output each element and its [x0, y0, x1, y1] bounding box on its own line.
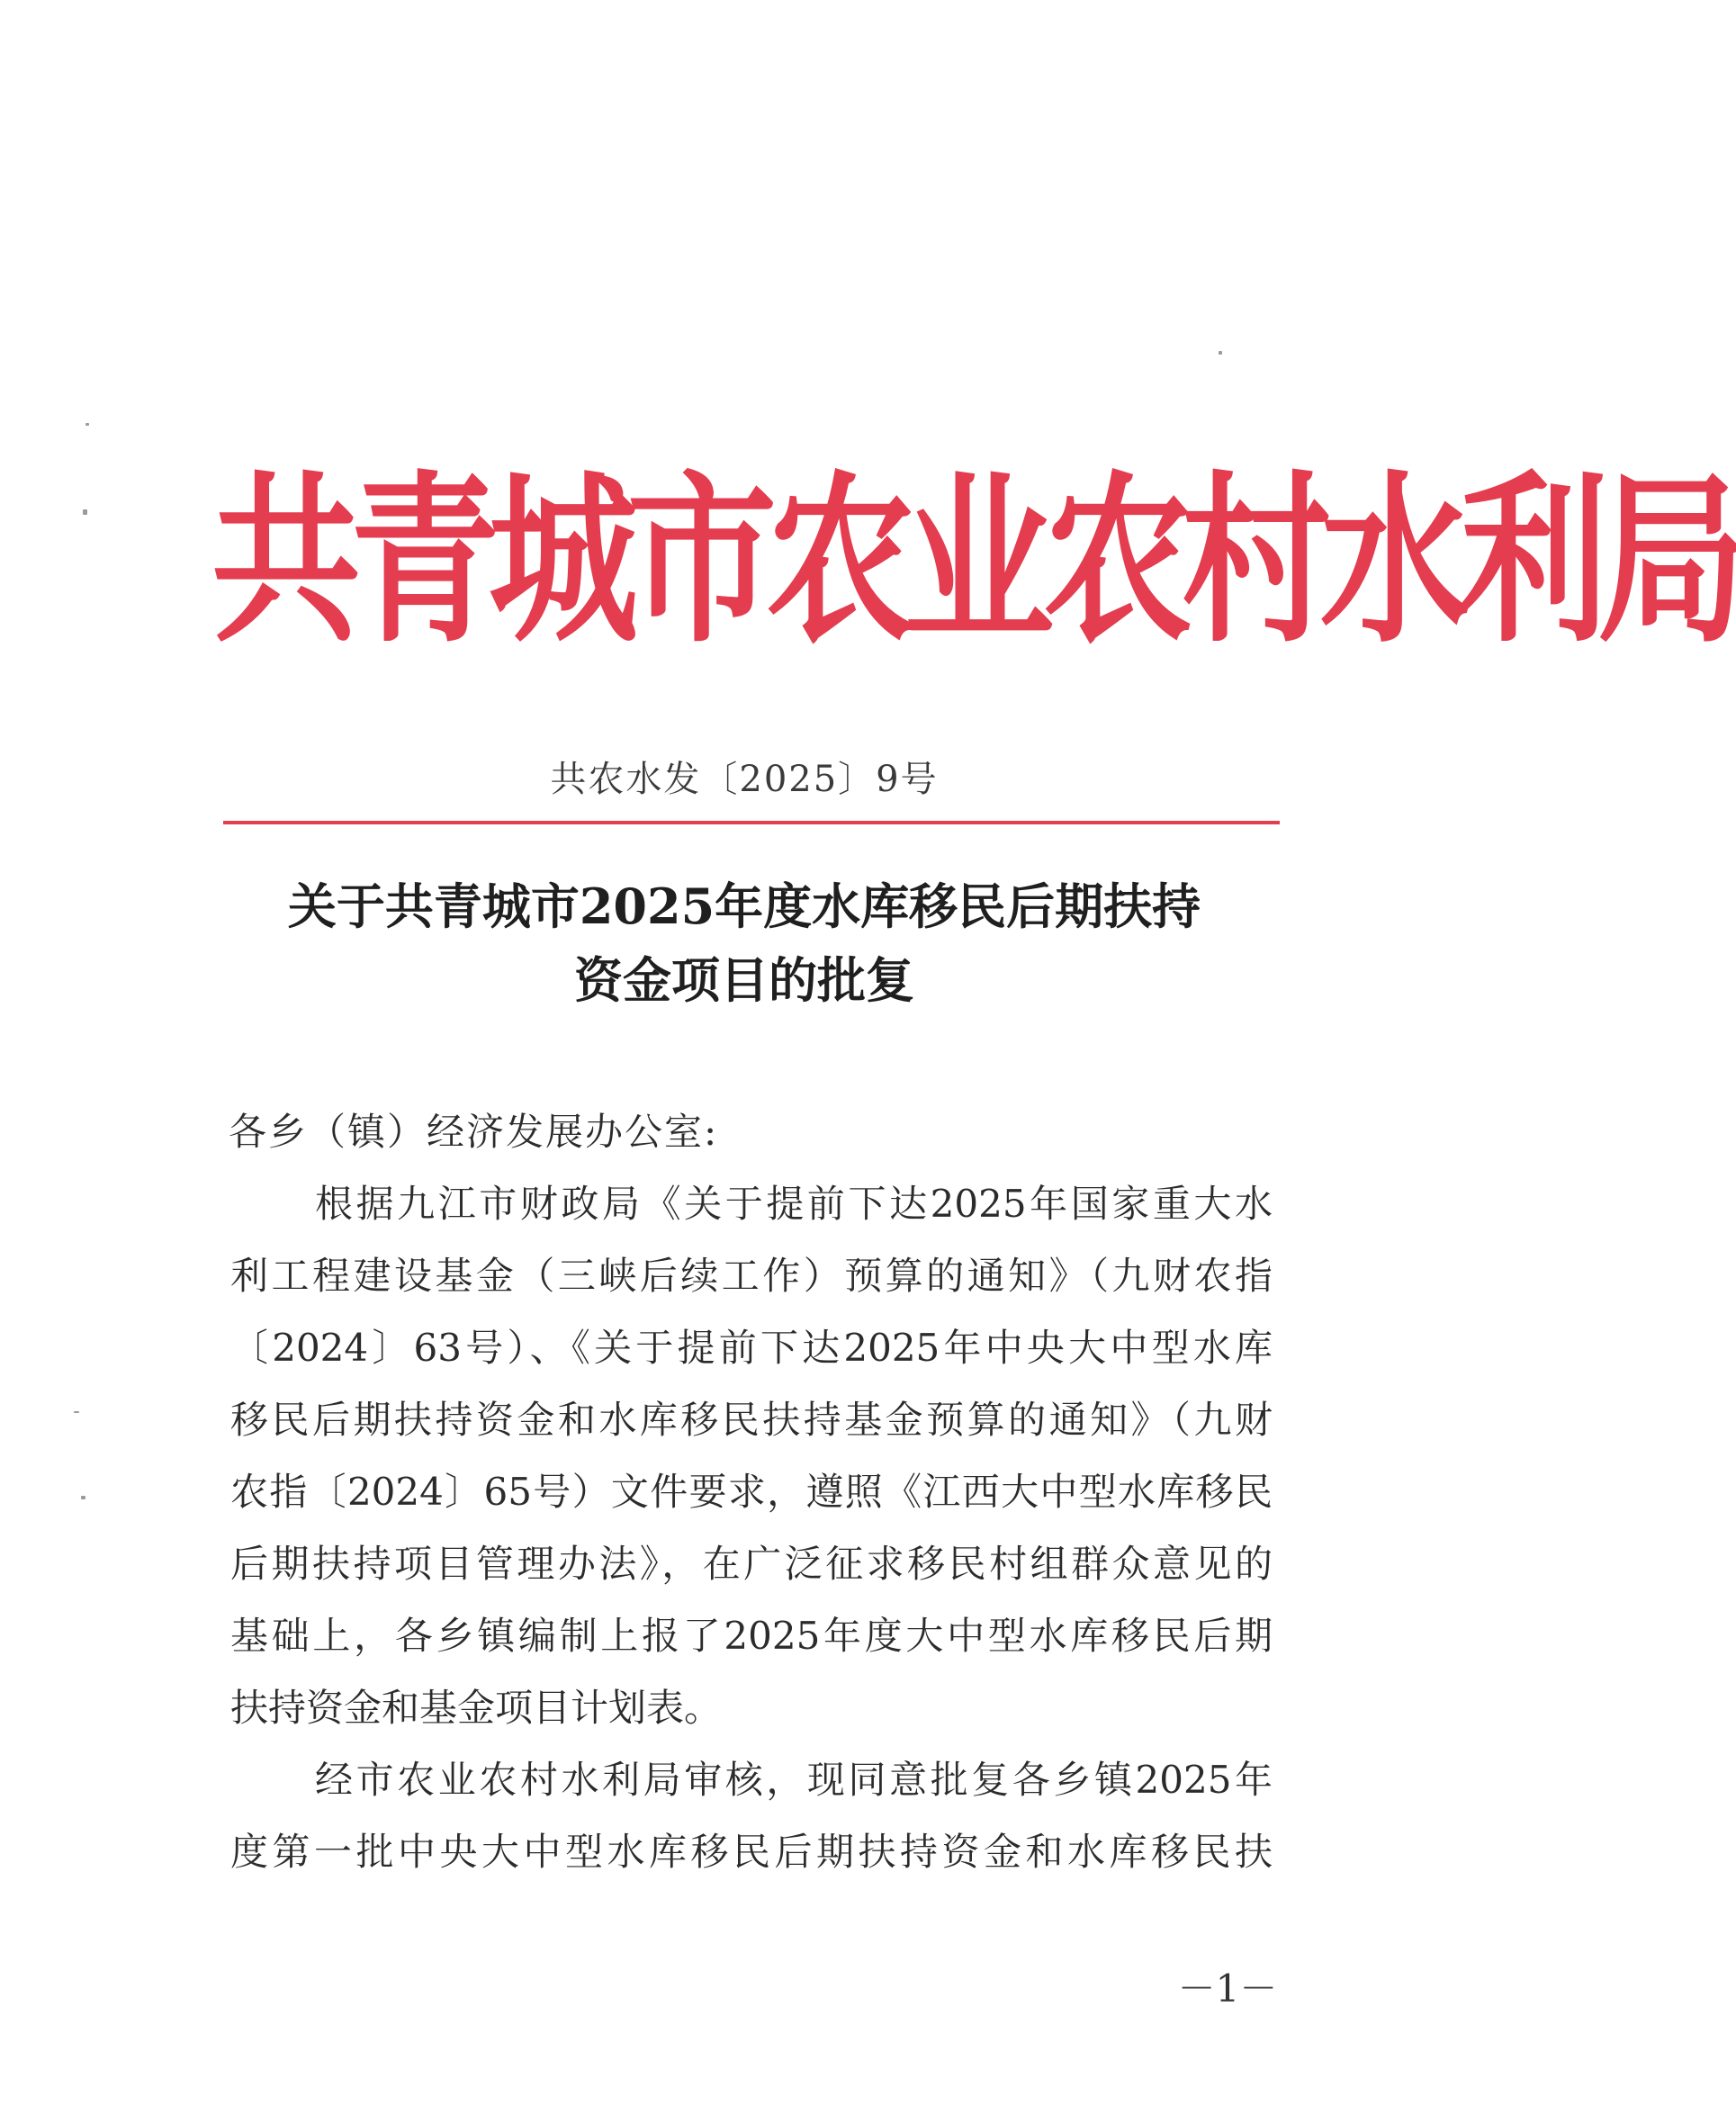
- document-number: 共农水发〔2025〕9号: [550, 759, 939, 800]
- salutation: 各乡（镇）经济发展办公室:: [229, 1110, 719, 1154]
- scan-speck: [81, 1496, 85, 1499]
- red-divider-line: [223, 821, 1280, 824]
- subject-line-2: 资金项目的批复: [574, 951, 914, 1009]
- scan-speck: [85, 423, 89, 426]
- body-line-6: 后期扶持项目管理办法》，在广泛征求移民村组群众意见的: [230, 1542, 1273, 1586]
- body-line-4: 移民后期扶持资金和水库移民扶持基金预算的通知》（九财: [230, 1398, 1273, 1442]
- body-line-2: 利工程建设基金（三峡后续工作）预算的通知》（九财农指: [230, 1254, 1273, 1298]
- page-number: －1－: [1177, 1966, 1278, 2011]
- scan-speck: [83, 509, 87, 515]
- scan-speck: [74, 1411, 79, 1413]
- body-line-7: 基础上，各乡镇编制上报了2025年度大中型水库移民后期: [230, 1614, 1273, 1658]
- body-line-1: 根据九江市财政局《关于提前下达2025年国家重大水: [315, 1182, 1273, 1226]
- body-line-10: 度第一批中央大中型水库移民后期扶持资金和水库移民扶: [230, 1830, 1273, 1874]
- body-line-9: 经市农业农村水利局审核，现同意批复各乡镇2025年: [315, 1758, 1273, 1802]
- body-line-5: 农指〔2024〕65号）文件要求，遵照《江西大中型水库移民: [230, 1470, 1273, 1514]
- subject-line-1: 关于共青城市2025年度水库移民后期扶持: [287, 878, 1201, 935]
- scan-speck: [1219, 351, 1222, 355]
- body-line-3: 〔2024〕63号）、《关于提前下达2025年中央大中型水库: [230, 1326, 1273, 1370]
- issuer-title: 共青城市农业农村水利局: [211, 455, 1736, 669]
- body-line-8: 扶持资金和基金项目计划表。: [230, 1686, 723, 1730]
- document-subject: [180, 869, 1309, 1017]
